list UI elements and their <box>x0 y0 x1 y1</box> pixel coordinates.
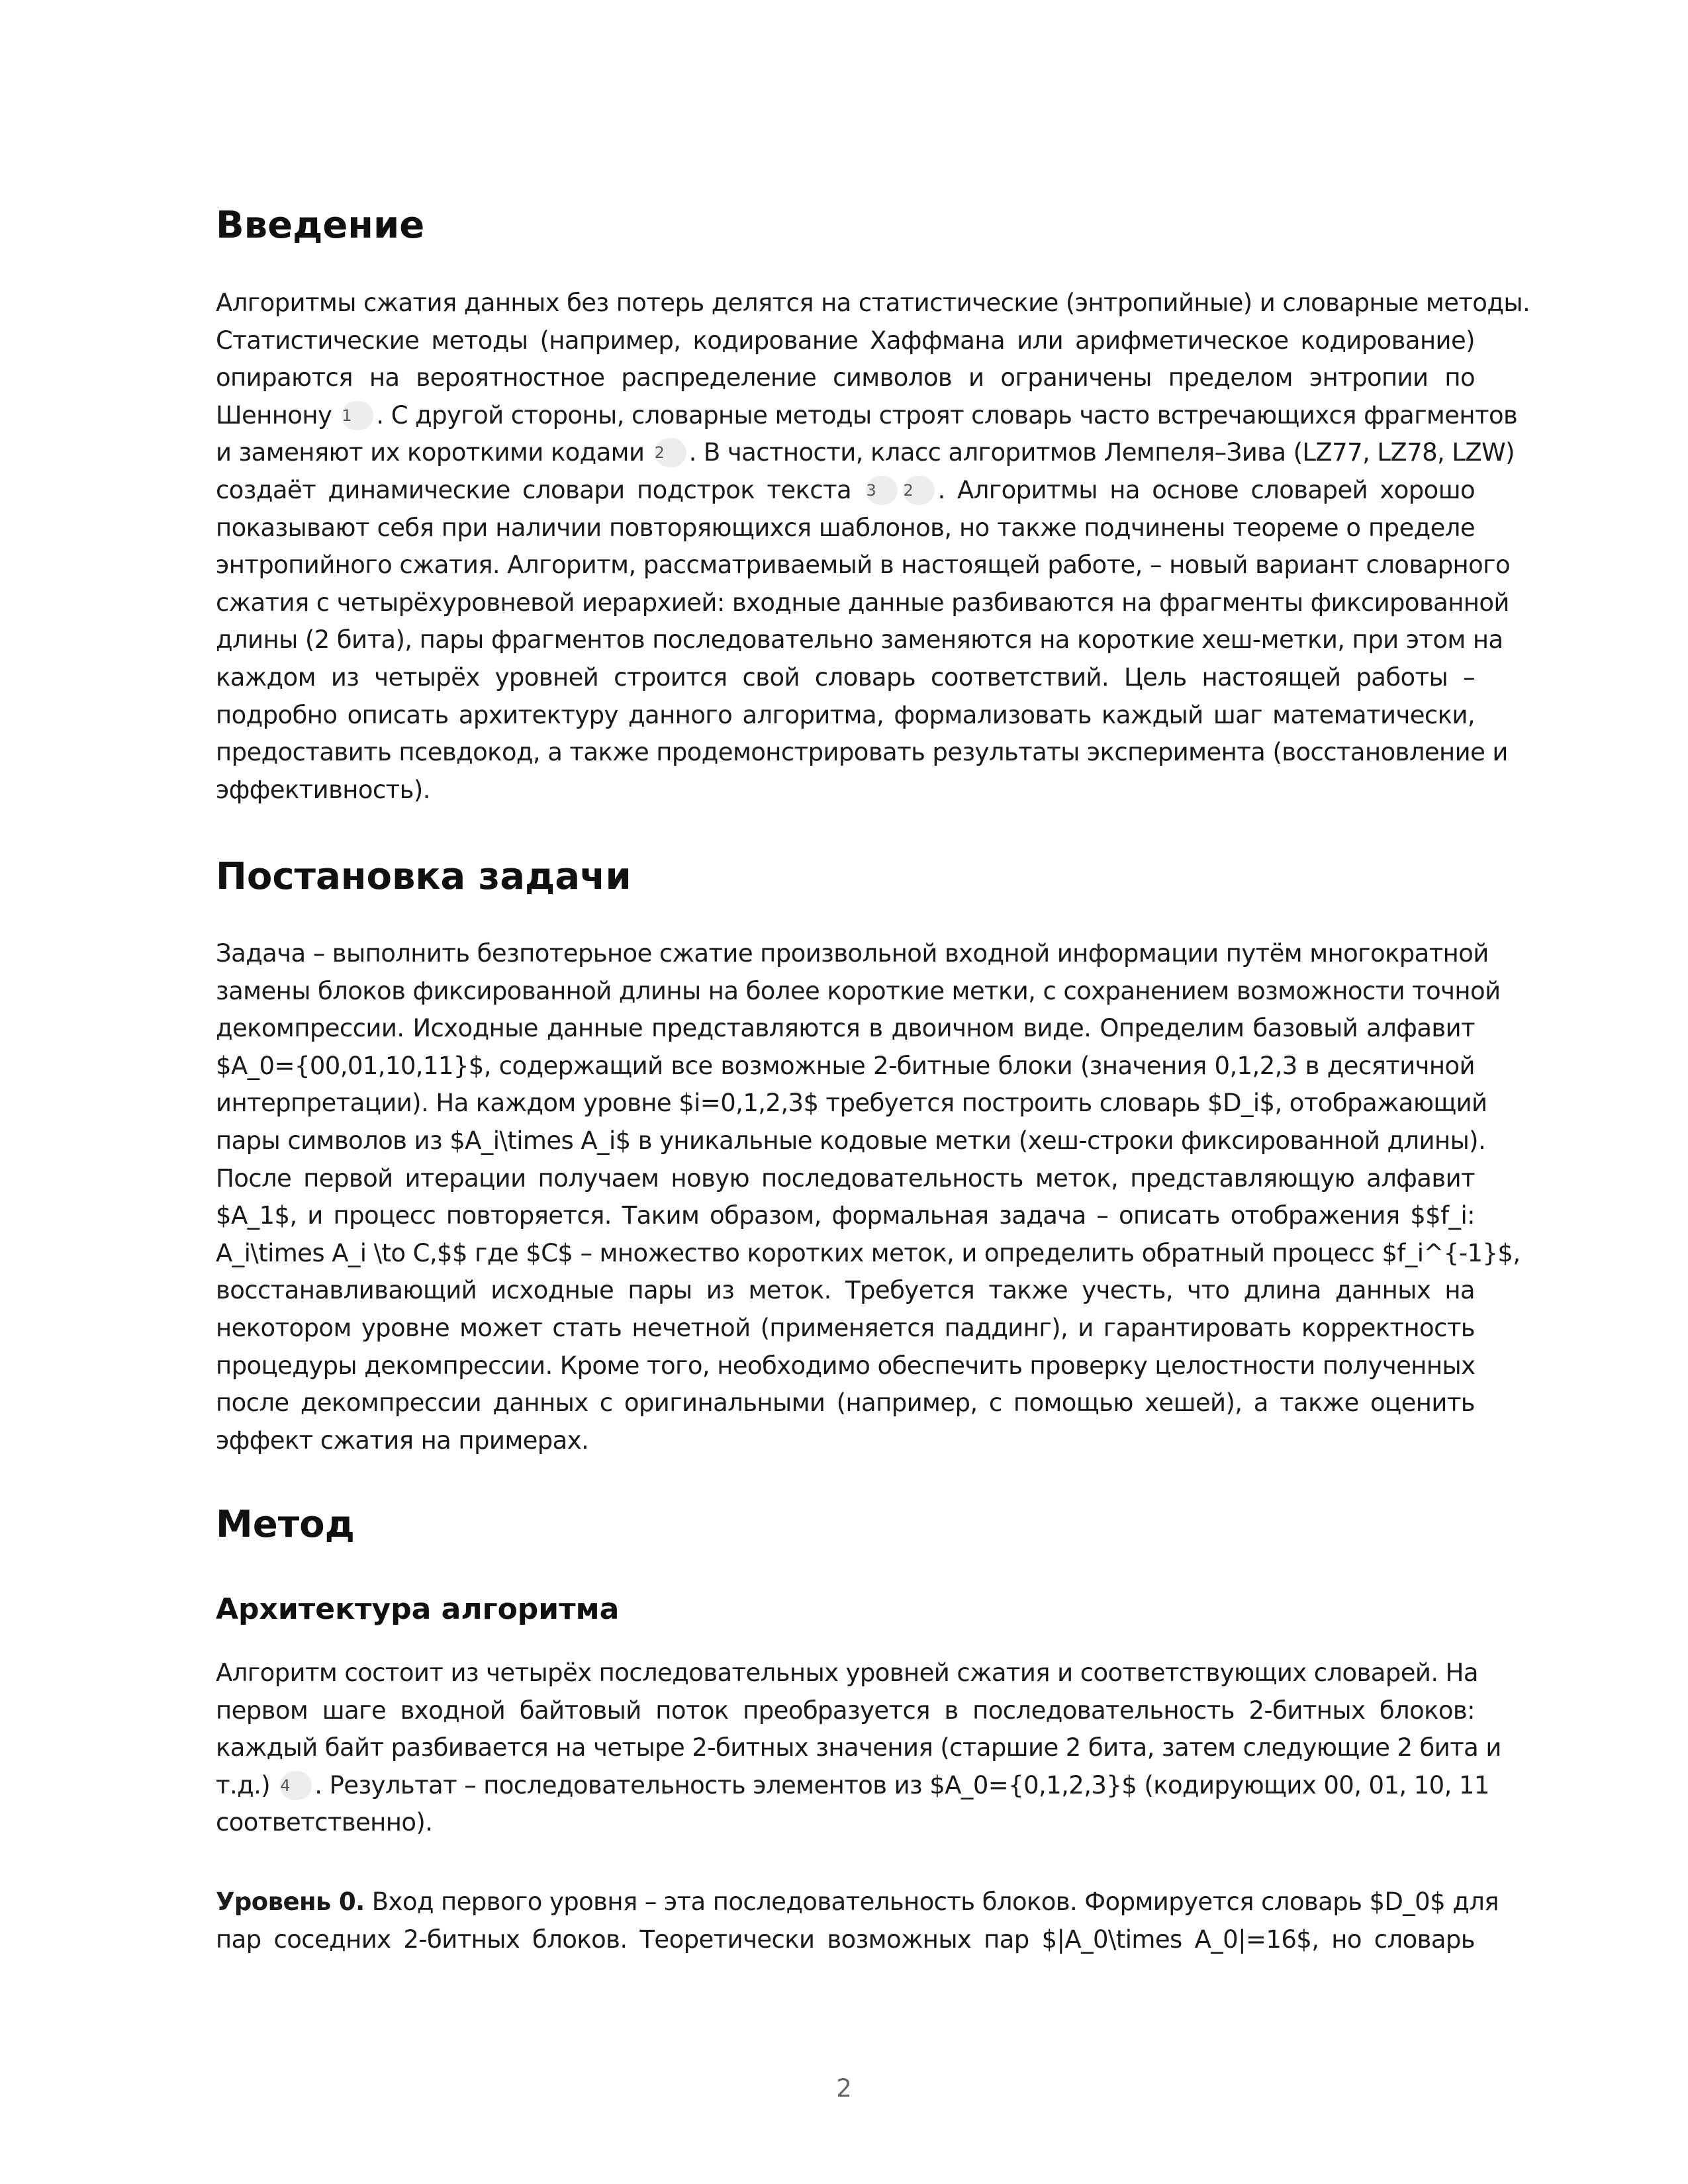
section-heading-method: Метод <box>216 1503 355 1546</box>
text-line: $A_0={00,01,10,11}$, содержащий все возможные 2-битные блоки (значения 0,1,2,3 в десятичной <box>216 1051 1475 1080</box>
text-fragment: создаёт динамические словари подстрок текста <box>216 475 852 504</box>
text-line: пары символов из $A_i\times A_i$ в уникальные кодовые метки (хеш-строки фиксированной длины). <box>216 1126 1486 1155</box>
text-line: после декомпрессии данных с оригинальными (например, с помощью хешей), а также оценить <box>216 1388 1475 1418</box>
subsection-heading-architecture: Архитектура алгоритма <box>216 1592 620 1626</box>
introduction-paragraph <box>216 285 1530 809</box>
text-line <box>216 1767 1489 1805</box>
text-fragment: и заменяют их короткими кодами <box>216 438 645 467</box>
text-line: После первой итерации получаем новую последовательность меток, представляющую алфавит <box>216 1163 1475 1193</box>
citation-badge[interactable]: 2 <box>655 438 686 467</box>
text-line: показывают себя при наличии повторяющихся шаблонов, но также подчинены теореме о пределе <box>216 513 1475 542</box>
text-line: эффективность). <box>216 775 430 804</box>
section-heading-problem-statement: Постановка задачи <box>216 855 632 898</box>
text-line: процедуры декомпрессии. Кроме того, необходимо обеспечить проверку целостности полученных <box>216 1351 1476 1380</box>
text-line: Статистические методы (например, кодирование Хаффмана или арифметическое кодирование) <box>216 326 1475 355</box>
text-fragment: т.д.) <box>216 1770 271 1799</box>
text-line: декомпрессии. Исходные данные представляются в двоичном виде. Определим базовый алфавит <box>216 1014 1475 1043</box>
text-line: предоставить псевдокод, а также продемонстрировать результаты эксперимента (восстановление и <box>216 738 1508 767</box>
text-fragment: . Результат – последовательность элементов из $A_0={0,1,2,3}$ (кодирующих 00, 01, 10, 11 <box>314 1770 1489 1799</box>
text-line <box>216 434 1515 472</box>
citation-badge[interactable]: 1 <box>342 401 373 430</box>
architecture-paragraph <box>216 1655 1501 1842</box>
text-line: соответственно). <box>216 1808 433 1837</box>
level0-label: Уровень 0. <box>216 1888 365 1916</box>
text-fragment: . В частности, класс алгоритмов Лемпеля–Зива (LZ77, LZ78, LZW) <box>688 438 1515 467</box>
text-line: энтропийного сжатия. Алгоритм, рассматриваемый в настоящей работе, – новый вариант словарного <box>216 551 1511 580</box>
text-line: некотором уровне может стать нечетной (применяется паддинг), и гарантировать корректность <box>216 1313 1475 1342</box>
text-line: подробно описать архитектуру данного алгоритма, формализовать каждый шаг математически, <box>216 700 1475 729</box>
text-line: опираются на вероятностное распределение символов и ограничены пределом энтропии по <box>216 363 1475 392</box>
page-number: 2 <box>836 2074 852 2103</box>
text-line: Алгоритм состоит из четырёх последовательных уровней сжатия и соответствующих словарей. На <box>216 1659 1478 1687</box>
citation-badge[interactable]: 4 <box>280 1771 312 1800</box>
text-line <box>216 1884 1499 1921</box>
text-line: первом шаге входной байтовый поток преобразуется в последовательность 2-битных блоков: <box>216 1696 1475 1725</box>
text-line: каждый байт разбивается на четыре 2-битных значения (старшие 2 бита, затем следующие 2 бита и <box>216 1733 1501 1762</box>
text-fragment: . С другой стороны, словарные методы строят словарь часто встречающихся фрагментов <box>376 400 1518 430</box>
text-line <box>216 472 1475 510</box>
text-fragment: . Алгоритмы на основе словарей хорошо <box>937 475 1476 504</box>
text-line: сжатия с четырёхуровневой иерархией: входные данные разбиваются на фрагменты фиксированной <box>216 588 1509 617</box>
section-heading-introduction: Введение <box>216 204 425 247</box>
text-line: замены блоков фиксированной длины на более короткие метки, с сохранением возможности точной <box>216 976 1501 1005</box>
citation-badge[interactable]: 2 <box>903 476 935 505</box>
text-line: интерпретации). На каждом уровне $i=0,1,2,3$ требуется построить словарь $D_i$, отображающий <box>216 1089 1487 1118</box>
text-line: восстанавливающий исходные пары из меток. Требуется также учесть, что длина данных на <box>216 1276 1475 1305</box>
level0-paragraph <box>216 1884 1499 1958</box>
text-line: эффект сжатия на примерах. <box>216 1426 589 1455</box>
citation-badge[interactable]: 3 <box>866 476 898 505</box>
text-line: длины (2 бита), пары фрагментов последовательно заменяются на короткие хеш-метки, при этом на <box>216 625 1503 655</box>
text-line: каждом из четырёх уровней строится свой словарь соответствий. Цель настоящей работы – <box>216 662 1475 692</box>
text-line: A_i\times A_i \to C,$$ где $C$ – множество коротких меток, и определить обратный процесс $f_i^{-1}$, <box>216 1238 1521 1267</box>
text-line: $A_1$, и процесс повторяется. Таким образом, формальная задача – описать отображения $$f_i: <box>216 1201 1475 1230</box>
text-line: пар соседних 2-битных блоков. Теоретически возможных пар $|A_0\times A_0|=16$, но словарь <box>216 1925 1475 1954</box>
text-fragment: Шеннону <box>216 400 332 430</box>
text-line: Задача – выполнить безпотерьное сжатие произвольной входной информации путём многократной <box>216 939 1489 968</box>
text-line <box>216 397 1518 435</box>
problem-statement-paragraph <box>216 935 1521 1459</box>
text-fragment: Вход первого уровня – эта последовательность блоков. Формируется словарь $D_0$ для <box>364 1888 1499 1916</box>
text-line: Алгоритмы сжатия данных без потерь делятся на статистические (энтропийные) и словарные методы. <box>216 289 1530 317</box>
